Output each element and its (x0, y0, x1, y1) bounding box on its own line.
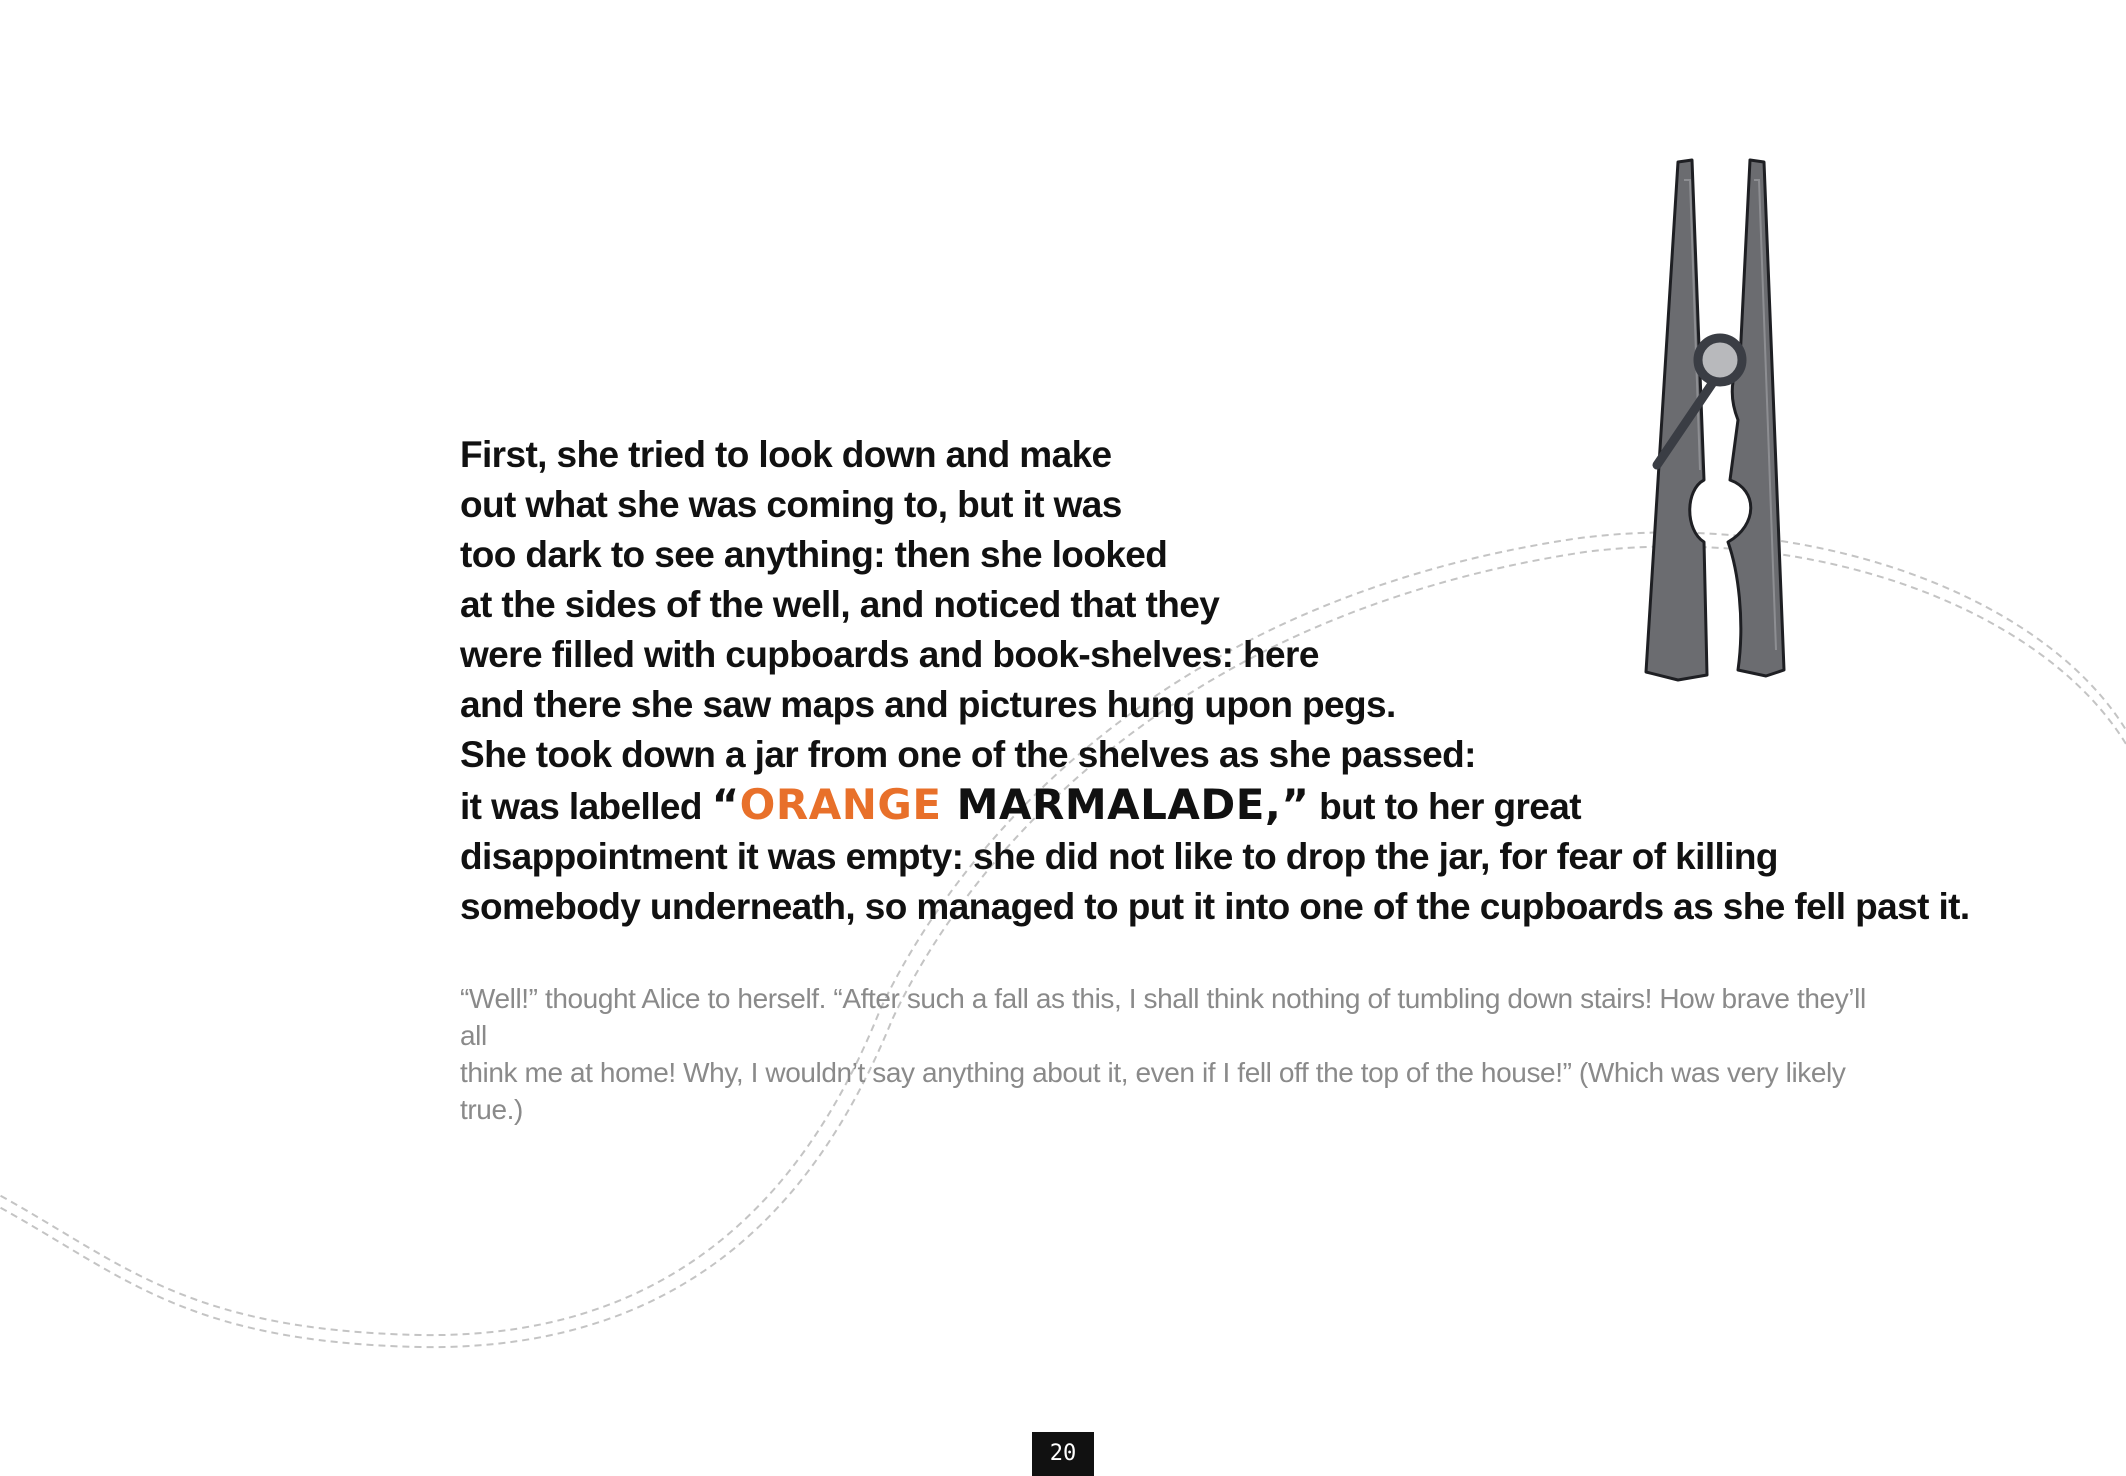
label-open-quote: “ (711, 780, 740, 829)
jar-label (712, 780, 1310, 829)
main-paragraph-line: too dark to see anything: then she looked (460, 534, 1168, 575)
main-paragraph-line: at the sides of the well, and noticed that they (460, 584, 1220, 625)
label-marmalade-word: MARMALADE,” (956, 780, 1310, 829)
main-paragraph-line-with-label (460, 780, 1920, 832)
main-paragraph-line: First, she tried to look down and make (460, 434, 1112, 475)
aside-paragraph (460, 980, 1880, 1128)
main-paragraph-line: disappointment it was empty: she did not like to drop the jar, for fear of killing (460, 836, 1778, 877)
main-paragraph-line: were filled with cupboards and book-shelves: here (460, 634, 1319, 675)
main-paragraph-line: She took down a jar from one of the shelves as she passed: (460, 734, 1476, 775)
main-paragraph-line: and there she saw maps and pictures hung upon pegs. (460, 684, 1396, 725)
main-paragraph-line: somebody underneath, so managed to put it into one of the cupboards as she fell past it. (460, 886, 1970, 927)
aside-paragraph-line: think me at home! Why, I wouldn’t say anything about it, even if I fell off the top of the house!” (Which was very likely true.) (460, 1057, 1846, 1125)
label-lead-text: it was labelled (460, 786, 712, 827)
aside-paragraph-line: “Well!” thought Alice to herself. “After such a fall as this, I shall think nothing of tumbling down stairs! How brave they’ll all (460, 983, 1866, 1051)
label-orange-word: ORANGE (739, 780, 942, 829)
main-paragraph (460, 430, 1970, 932)
page-number: 20 (1032, 1432, 1094, 1476)
main-paragraph-line: out what she was coming to, but it was (460, 484, 1122, 525)
label-trail-text: but to her great (1309, 786, 1581, 827)
